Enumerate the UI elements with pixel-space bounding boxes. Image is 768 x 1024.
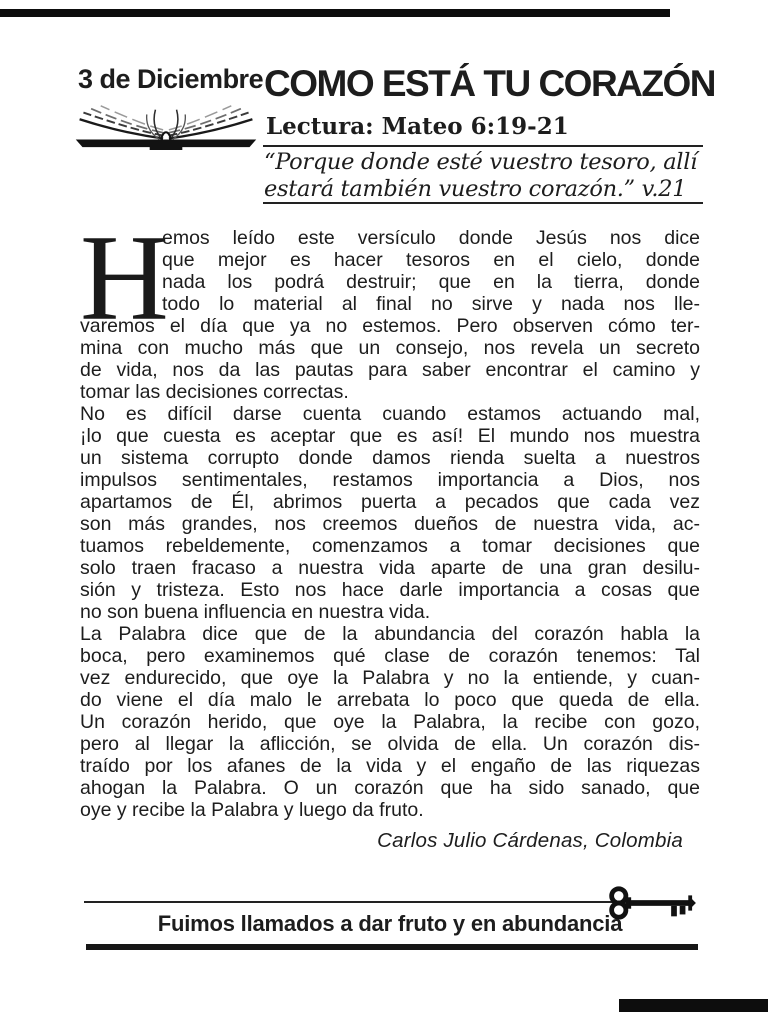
open-book-icon	[70, 100, 262, 152]
paragraph-2	[80, 403, 700, 623]
footer-slogan: Fuimos llamados a dar fruto y en abundancia	[157, 911, 623, 936]
divider-footer-thin	[84, 901, 622, 903]
paragraph-3-lines: La Palabra dice que de la abundancia del corazón habla la boca, pero examinemos qué clase de corazón tenemos: Tal vez endurecido, que oye la Palabra y no la entiende, y cuan- do viene el día malo le arrebata lo poco que queda de ella. Un corazón herido, que oye la Palabra, la recibe con gozo, pero al llegar la aflicción, se olvida de ella. Un corazón dis- traído por los afanes de la vida y el engaño de las riquezas ahogan la Palabra. O un corazón que ha sido sanado, que oye y recibe la Palabra y luego da fruto.	[80, 623, 700, 821]
author-byline: Carlos Julio Cárdenas, Colombia	[377, 829, 683, 852]
paragraph-3	[80, 623, 700, 821]
paragraph-2-lines: No es difícil darse cuenta cuando estamos actuando mal, ¡lo que cuesta es aceptar que es así! El mundo nos muestra un sistema corrupto donde damos rienda suelta a nuestros impulsos sentimentales, restamos importancia a Dios, nos apartamos de Él, abrimos puerta a pecados que cada vez son más grandes, nos creemos dueños de nuestra vida, ac- tuamos rebeldemente, comenzamos a tomar decisiones que solo traen fracaso a nuestra vida aparte de una gran desilu- sión y tristeza. Esto nos hace darle importancia a cosas que no son buena influencia en nuestra vida.	[80, 403, 700, 623]
drop-cap-letter: H	[80, 209, 169, 346]
paragraph-1	[80, 209, 700, 403]
divider-quote-bottom	[263, 202, 703, 204]
scan-artifact-bar-top	[0, 9, 670, 17]
devotional-body	[80, 209, 700, 821]
reading-reference: Lectura: Mateo 6:19-21	[266, 113, 569, 140]
paragraph-1-lines: emos leído este versículo donde Jesús nos dice que mejor es hacer tesoros en el cielo, donde nada los podrá destruir; que en la tierra, donde todo lo material al final no sirve y nada nos lle- varemos el día que ya no estemos. Pero observen cómo ter- mina con mucho más que un consejo, nos revela un secreto de vida, nos da las pautas para saber encontrar el camino y tomar las decisiones correctas.	[80, 227, 700, 403]
date-heading: 3 de Diciembre	[78, 64, 264, 94]
scan-artifact-bar-bottom	[619, 999, 768, 1012]
divider-footer-thick	[86, 944, 698, 950]
verse-quote: “Porque donde esté vuestro tesoro, allí estará también vuestro corazón.” v.21	[264, 149, 697, 202]
divider-quote-top	[263, 145, 703, 147]
page-title: COMO ESTÁ TU CORAZÓN	[264, 63, 715, 104]
